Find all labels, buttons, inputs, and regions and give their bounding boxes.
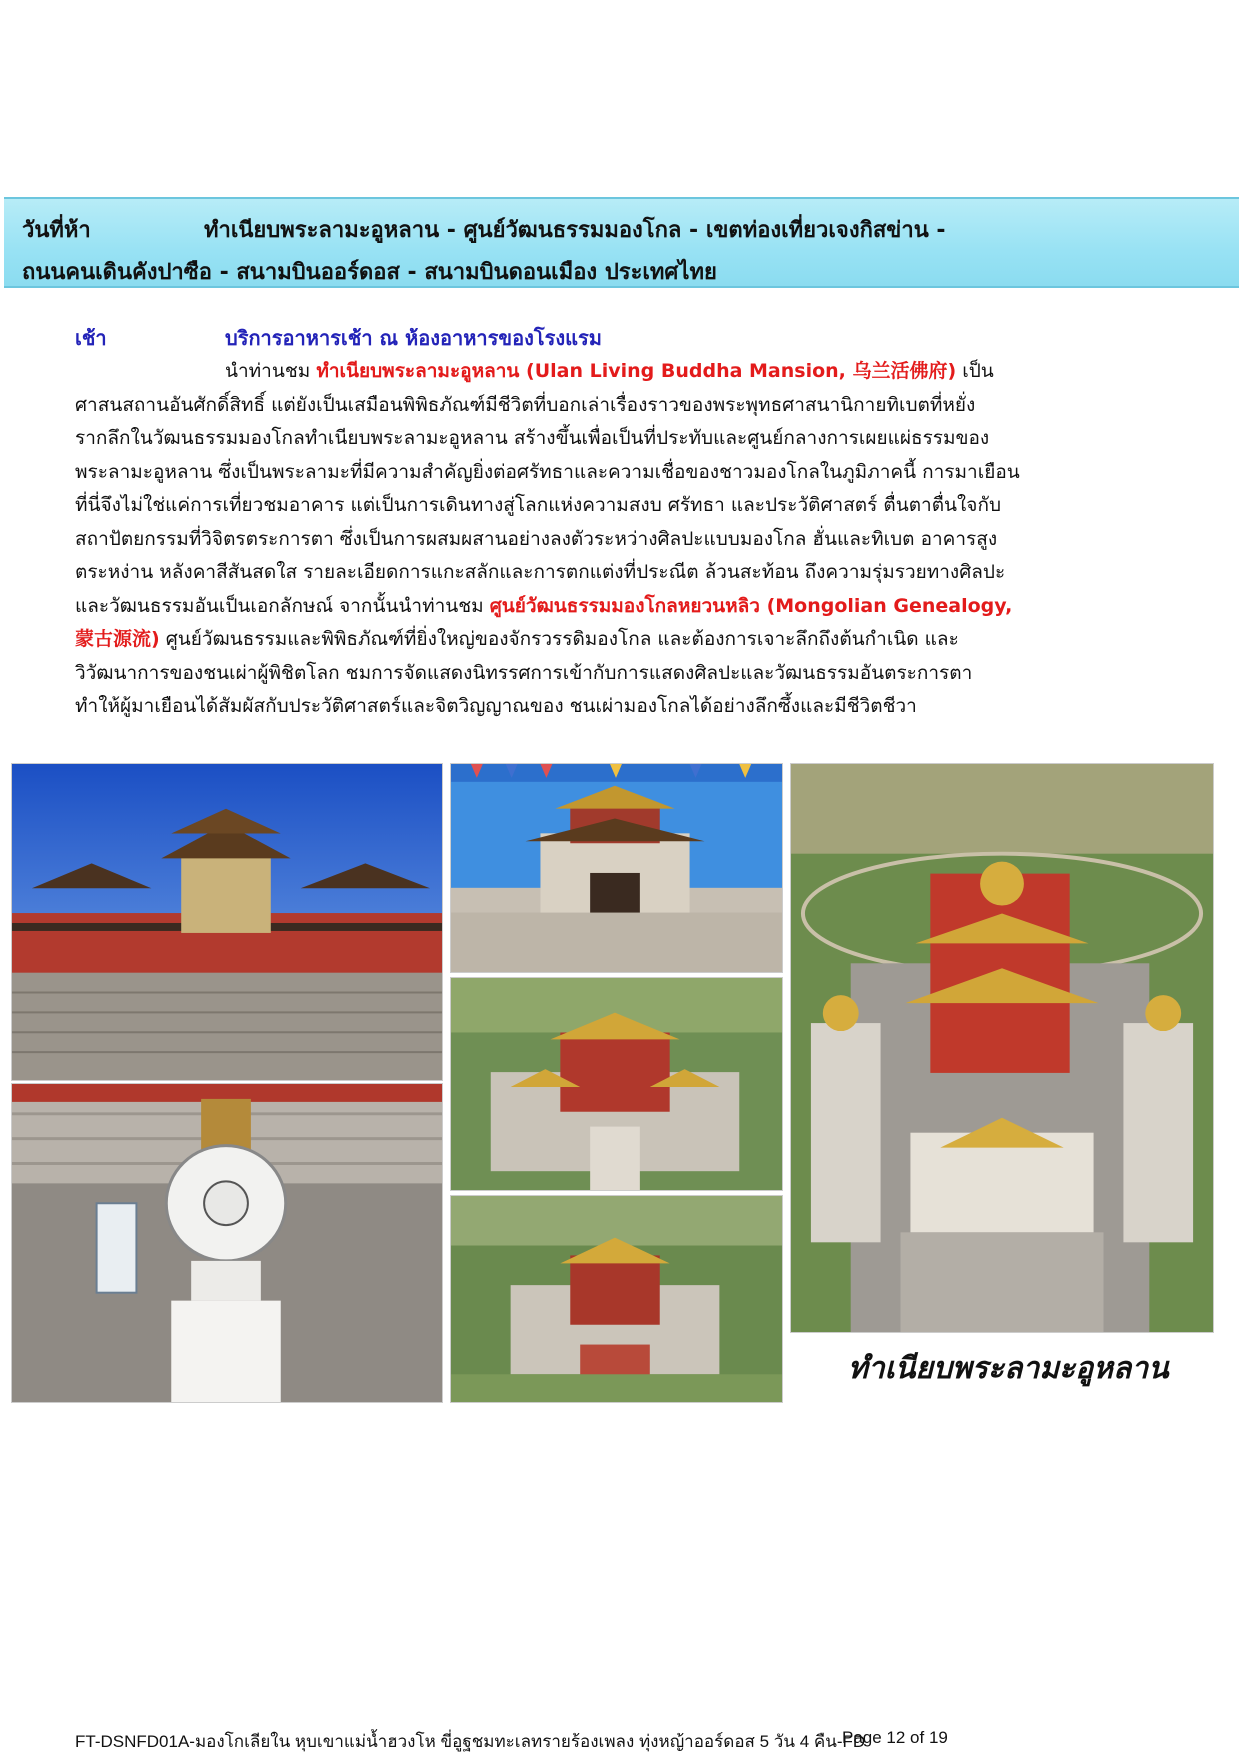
footer-program-code: FT-DSNFD01A-มองโกเลียใน หุบเขาแม่น้ำฮวงโห ขี่อูฐชมทะเลทรายร้องเพลง ทุ่งหญ้าออร์ดอส 5 วัน 4 คืน-FD <box>75 1732 866 1751</box>
meal-time: เช้า <box>75 326 107 350</box>
paragraph-line: ทำให้ผู้มาเยือนได้สัมผัสกับประวัติศาสตร์และจิตวิญญาณของ ชนเผ่ามองโกลได้อย่างลึกซึ้งและมีชีวิตชีวา <box>75 695 917 717</box>
photo-temple-facade <box>11 763 443 1081</box>
photo-temple-complex-aerial <box>790 763 1214 1333</box>
day-title-line-1: ทำเนียบพระลามะอูหลาน - ศูนย์วัฒนธรรมมองโกล - เขตท่องเที่ยวเจงกิสข่าน - <box>204 218 946 243</box>
attraction-name-mongolian-genealogy: ศูนย์วัฒนธรรมมองโกลหยวนหลิว (Mongolian Genealogy, <box>489 594 1013 617</box>
photo-temple-front-view <box>450 763 783 973</box>
text-span: นำท่านชม <box>225 360 317 382</box>
paragraph-line: ที่นี่จึงไม่ใช่แค่การเที่ยวชมอาคาร แต่เป็นการเดินทางสู่โลกแห่งความสงบ ศรัทธา และประวัติศาสตร์ ตื่นตาตื่นใจกับ <box>75 494 1002 516</box>
itinerary-paragraph <box>75 355 1165 724</box>
text-span: เป็น <box>956 360 994 382</box>
paragraph-line: สถาปัตยกรรมที่วิจิตรตระการตา ซึ่งเป็นการผสมผสานอย่างลงตัวระหว่างศิลปะแบบมองโกล ฮั่นและทิเบต อาคารสูง <box>75 527 998 550</box>
day-label: วันที่ห้า <box>22 218 91 243</box>
paragraph-line <box>75 623 1165 657</box>
paragraph-line: ศาสนสถานอันศักดิ์สิทธิ์ แต่ยังเป็นเสมือนพิพิธภัณฑ์มีชีวิตที่บอกเล่าเรื่องราวของพระพุทธศาสนานิกายทิเบตที่หยั่ง <box>75 393 976 416</box>
paragraph-line: วิวัฒนาการของชนเผ่าผู้พิชิตโลก ชมการจัดแสดงนิทรรศการเข้ากับการแสดงศิลปะและวัฒนธรรมอันตระการตา <box>75 661 973 684</box>
meal-description: บริการอาหารเช้า ณ ห้องอาหารของโรงแรม <box>225 326 602 350</box>
day-title-line-2: ถนนคนเดินคังปาซือ - สนามบินออร์ดอส - สนามบินดอนเมือง ประเทศไทย <box>22 260 717 285</box>
photo-temple-aerial-2 <box>450 1195 783 1403</box>
attraction-name-ulan-mansion: ทำเนียบพระลามะอูหลาน (Ulan Living Buddha Mansion, 乌兰活佛府) <box>316 360 957 382</box>
paragraph-line <box>75 355 1165 389</box>
photo-caption: ทำเนียบพระลามะอูหลาน <box>848 1351 1169 1386</box>
text-span: ศูนย์วัฒนธรรมและพิพิธภัณฑ์ที่ยิ่งใหญ่ของจักรวรรดิมองโกล และต้องการเจาะลึกถึงต้นกำเนิด และ <box>159 628 959 650</box>
paragraph-line: ตระหง่าน หลังคาสีสันสดใส รายละเอียดการแกะสลักและการตกแต่งที่ประณีต ล้วนสะท้อน ถึงความรุ่มรวยทางศิลปะ <box>75 561 1006 583</box>
photo-temple-aerial-1 <box>450 977 783 1191</box>
paragraph-line: รากลึกในวัฒนธรรมมองโกลทำเนียบพระลามะอูหลาน สร้างขึ้นเพื่อเป็นที่ประทับและศูนย์กลางการเผยแผ่ธรรมของ <box>75 427 990 449</box>
paragraph-line: พระลามะอูหลาน ซึ่งเป็นพระลามะที่มีความสำคัญยิ่งต่อศรัทธาและความเชื่อของชาวมองโกลในภูมิภาคนี้ การมาเยือน <box>75 460 1020 483</box>
day-header-banner <box>4 197 1239 288</box>
footer-page-number: Page 12 of 19 <box>842 1728 948 1747</box>
attraction-name-chinese: 蒙古源流) <box>75 628 160 650</box>
paragraph-line <box>75 590 1165 624</box>
photo-sundial <box>11 1083 443 1403</box>
text-span: และวัฒนธรรมอันเป็นเอกลักษณ์ จากนั้นนำท่านชม <box>75 594 490 617</box>
